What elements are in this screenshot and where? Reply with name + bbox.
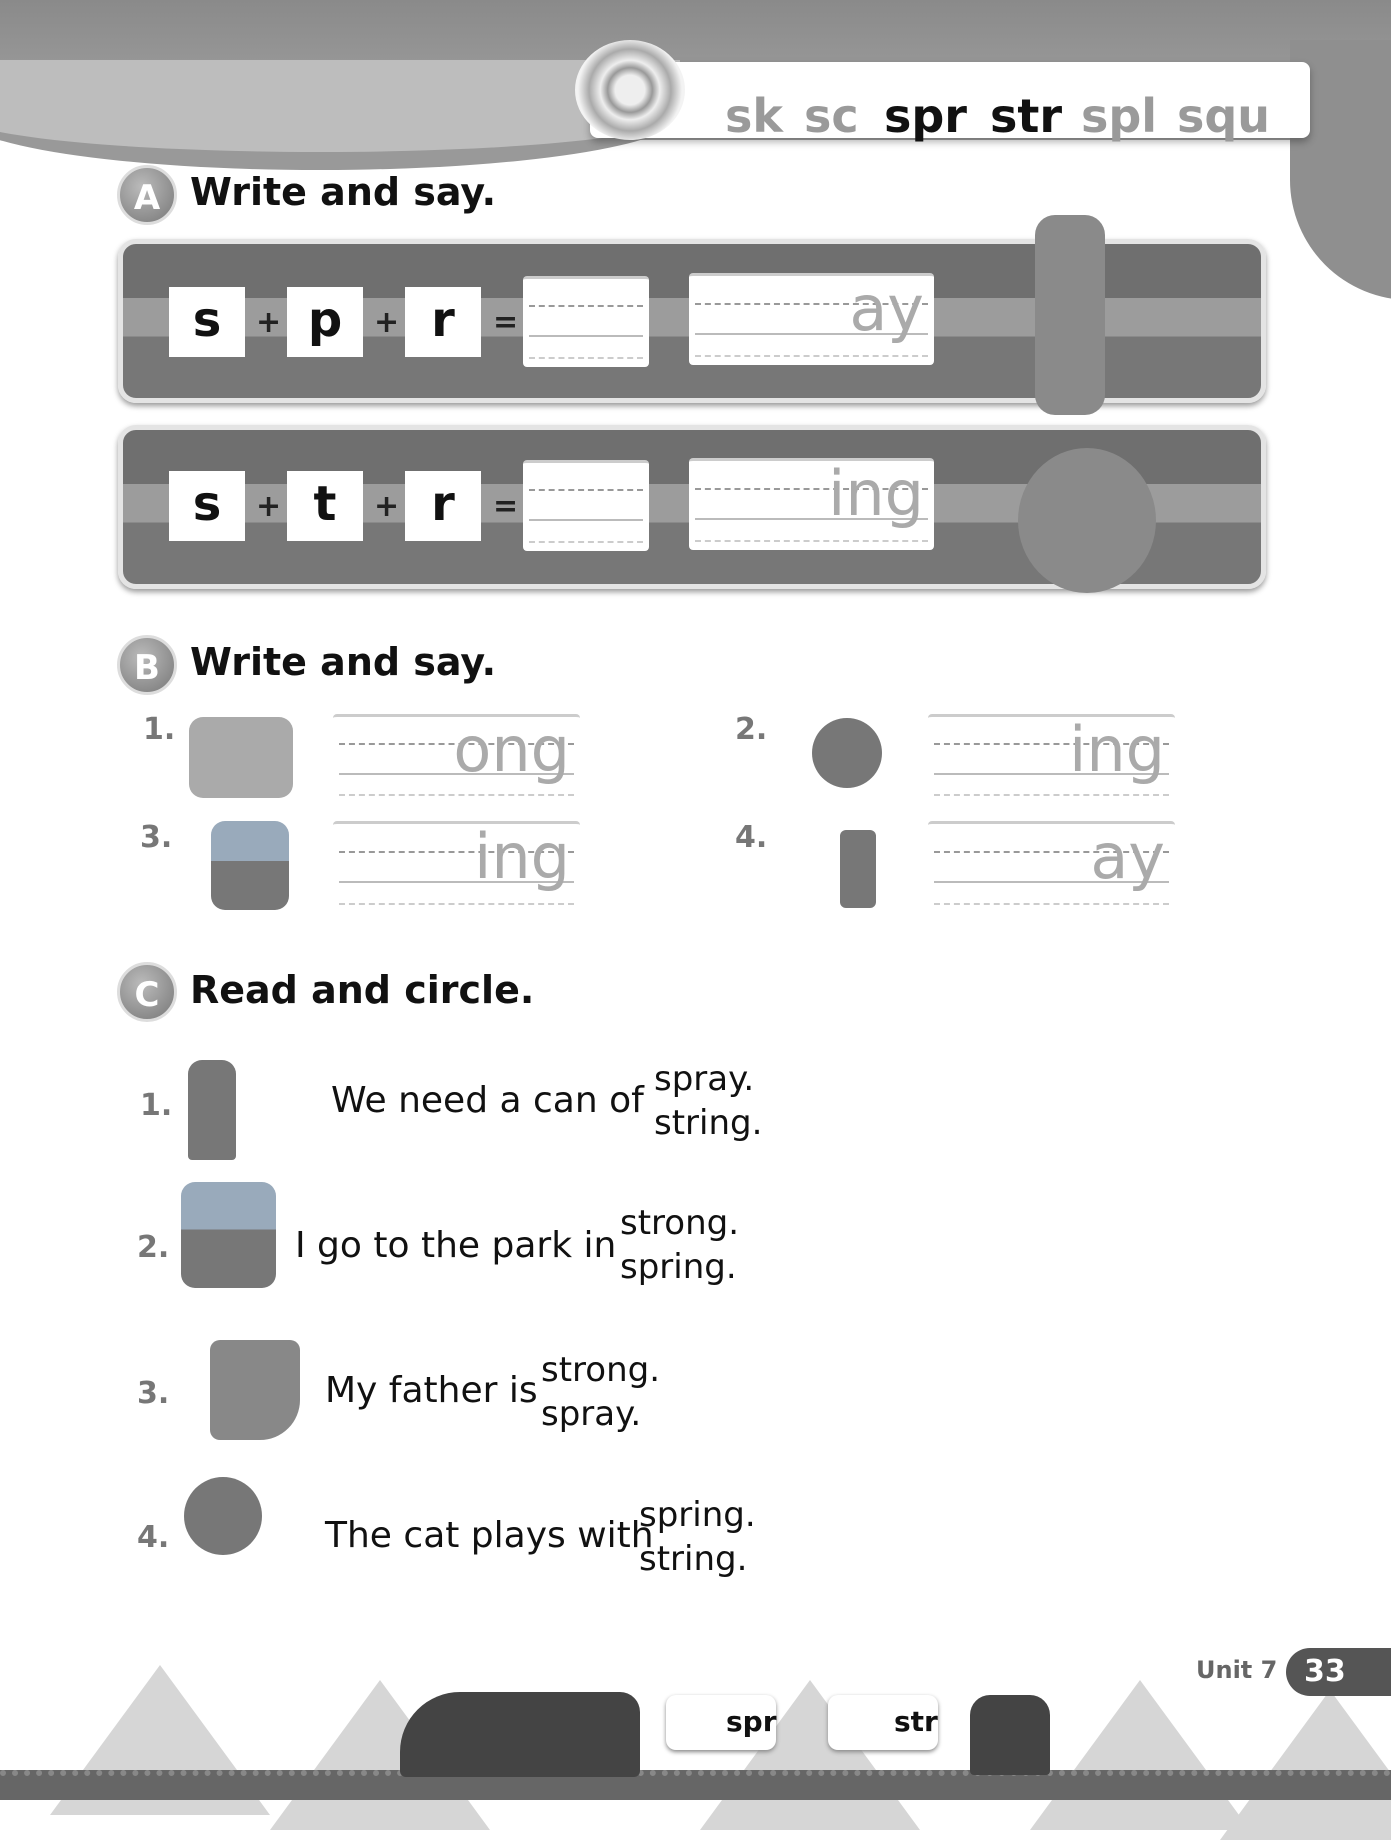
equals-sign: = (493, 305, 519, 340)
option[interactable]: spray. (541, 1394, 642, 1434)
sentence: We need a can of (331, 1080, 644, 1121)
section-c-title: Read and circle. (190, 968, 535, 1012)
scroll-icon (575, 40, 685, 140)
equals-sign: = (493, 489, 519, 524)
option[interactable]: spring. (639, 1495, 756, 1535)
section-a-title: Write and say. (190, 170, 497, 214)
letter-tile: r (405, 471, 481, 541)
answer-box[interactable] (928, 714, 1175, 804)
mountain (1030, 1680, 1250, 1830)
spring-park-icon (211, 821, 289, 910)
plus-sign: + (256, 305, 282, 340)
word-ending: ong (453, 713, 570, 786)
answer-box[interactable] (333, 714, 580, 804)
mountain (1220, 1690, 1391, 1840)
item-number: 2. (137, 1230, 170, 1265)
page-number: 33 (1286, 1648, 1391, 1696)
string-ball-character-icon (1018, 448, 1156, 593)
letter-tile: s (169, 287, 245, 357)
unit-label: Unit 7 (1196, 1656, 1278, 1684)
plus-sign: + (374, 489, 400, 524)
blend-answer-box[interactable] (523, 276, 649, 367)
section-b-title: Write and say. (190, 640, 497, 684)
answer-box[interactable] (928, 821, 1175, 913)
item-number: 3. (137, 1376, 170, 1411)
section-c-badge: C (117, 962, 177, 1022)
sentence: The cat plays with (325, 1515, 654, 1556)
item-number: 1. (143, 712, 176, 747)
item-number: 1. (140, 1088, 173, 1123)
answer-box[interactable] (333, 821, 580, 913)
dumbbell-arm-icon (189, 717, 293, 798)
answer-options (654, 1057, 762, 1145)
word-answer-box[interactable] (689, 273, 934, 365)
item-number: 4. (735, 820, 768, 855)
letter-tile: t (287, 471, 363, 541)
word-ending: ay (849, 272, 924, 345)
phonics-squ: squ (1177, 89, 1271, 143)
ball-of-string-icon (812, 718, 882, 788)
phonics-sk: sk (725, 89, 783, 143)
train-engine-icon (400, 1692, 640, 1777)
option[interactable]: spring. (620, 1247, 737, 1287)
answer-options (639, 1493, 756, 1581)
section-a-badge: A (117, 165, 177, 225)
plus-sign: + (256, 489, 282, 524)
spring-park-icon (181, 1182, 276, 1288)
train-car-str: str (828, 1695, 938, 1750)
sentence: I go to the park in (295, 1225, 617, 1266)
spray-can-icon (188, 1060, 236, 1160)
option[interactable]: spray. (654, 1059, 755, 1099)
letter-tile: s (169, 471, 245, 541)
option[interactable]: string. (654, 1103, 763, 1143)
item-number: 2. (735, 712, 768, 747)
letter-tile: r (405, 287, 481, 357)
answer-options (620, 1201, 739, 1289)
sentence: My father is (325, 1370, 538, 1411)
phonics-str: str (990, 89, 1063, 143)
word-ending: ing (828, 457, 924, 530)
spray-can-character-icon (1035, 215, 1105, 415)
word-answer-box[interactable] (689, 458, 934, 550)
train-car-spr: spr (666, 1695, 776, 1750)
phonics-spl: spl (1081, 89, 1158, 143)
answer-options (541, 1348, 660, 1436)
spray-can-icon (840, 830, 876, 908)
strong-arm-icon (210, 1340, 300, 1440)
item-number: 4. (137, 1520, 170, 1555)
option[interactable]: string. (639, 1539, 748, 1579)
section-b-badge: B (117, 635, 177, 695)
word-ending: ay (1090, 820, 1165, 893)
item-number: 3. (140, 820, 173, 855)
ball-of-string-icon (184, 1477, 262, 1555)
word-ending: ing (474, 820, 570, 893)
option[interactable]: strong. (620, 1203, 740, 1243)
word-ending: ing (1069, 713, 1165, 786)
railway-ground (0, 1770, 1391, 1800)
phonics-spr: spr (884, 89, 967, 143)
phonics-sc: sc (804, 89, 859, 143)
train-caboose-icon (970, 1695, 1050, 1775)
option[interactable]: strong. (541, 1350, 661, 1390)
blend-answer-box[interactable] (523, 460, 649, 551)
letter-tile: p (287, 287, 363, 357)
plus-sign: + (374, 305, 400, 340)
